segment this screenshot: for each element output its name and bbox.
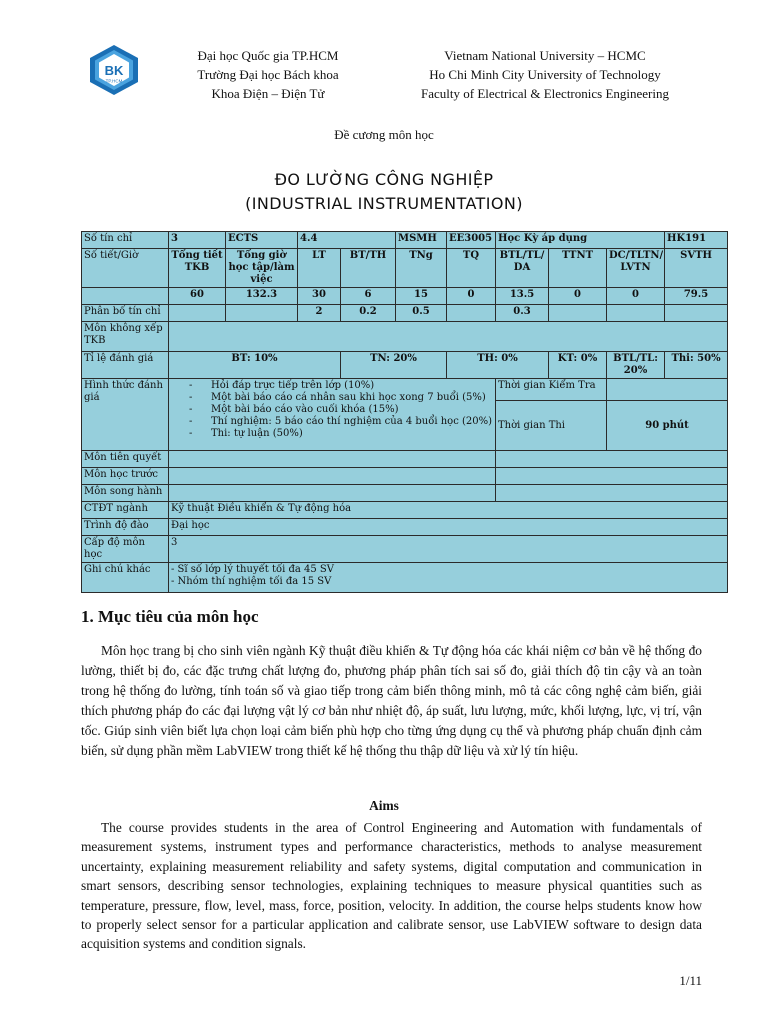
course-level-value: 3 xyxy=(169,536,728,563)
hours-value-svth: 79.5 xyxy=(665,288,728,305)
table-row-previous-course xyxy=(82,468,728,485)
table-row-notes xyxy=(82,563,728,593)
notes-label: Ghi chú khác xyxy=(82,563,169,593)
assessment-form-cell xyxy=(169,379,496,451)
assessment-item: - Hỏi đáp trực tiếp trên lớp (10%) xyxy=(175,380,493,392)
hours-value-btl: 13.5 xyxy=(496,288,549,305)
credit-distribution-btth: 0.2 xyxy=(341,305,396,322)
header-right xyxy=(400,46,690,103)
semester-label: Học Kỳ áp dụng xyxy=(496,232,665,249)
previous-course-label: Môn học trước xyxy=(82,468,169,485)
objectives-paragraph-vn: Môn học trang bị cho sinh viên ngành Kỹ thuật điều khiển & Tự động hóa các khái niệm cơ bản về hệ thống đo lường, thiết bị đo, các đặc trưng chất lượng đo, phương pháp phân tích sai số đo, giải thích độ tin cậy và an toàn trong hệ thống đo lường, tính toán số và giao tiếp trong cảm biến thông minh, mô tả các công nghệ cảm biến, giải thích phương pháp đo các đại lượng vật lý cơ bản như nhiệt độ, áp suất, lưu lượng, mức, khối lượng, lực, vị trí, vận tốc. Giúp sinh viên biết lựa chọn loại cảm biến phù hợp cho từng ứng dụng cụ thể và phương pháp chuẩn định cảm biến, sử dụng phần mềm LabVIEW trong thiết kế hệ thống thu thập dữ liệu và xử lý tín hiệu. xyxy=(81,643,702,758)
notes-line: - Nhóm thí nghiệm tối đa 15 SV xyxy=(171,576,332,587)
table-row-corequisite xyxy=(82,485,728,502)
section-heading: 1. Mục tiêu của môn học xyxy=(81,607,259,626)
program-label: CTĐT ngành xyxy=(82,502,169,519)
exam-time-label: Thời gian Thi xyxy=(496,401,607,451)
hours-header-lt: LT xyxy=(298,249,341,288)
hours-value-btth: 6 xyxy=(341,288,396,305)
ratio-btl: BTL/TL: 20% xyxy=(607,352,665,379)
corequisite-label: Môn song hành xyxy=(82,485,169,502)
ratio-bt: BT: 10% xyxy=(169,352,341,379)
logo-subtext: TP.HCM xyxy=(105,78,123,84)
page-number: 1/11 xyxy=(679,973,702,988)
assessment-item: - Thi: tự luận (50%) xyxy=(175,428,493,440)
level-label: Trình độ đào xyxy=(82,519,169,536)
midterm-time-label: Thời gian Kiểm Tra xyxy=(496,379,607,401)
table-row-program xyxy=(82,502,728,519)
aims-heading: Aims xyxy=(369,798,399,813)
prerequisite-label: Môn tiên quyết xyxy=(82,451,169,468)
hours-value-total: 132.3 xyxy=(226,288,298,305)
course-title-vn: ĐO LƯỜNG CÔNG NGHIỆP xyxy=(274,170,494,189)
semester-value: HK191 xyxy=(665,232,728,249)
assessment-item: - Thí nghiệm: 5 báo cáo thí nghiệm của 4 buổi học (20%) xyxy=(175,416,493,428)
table-row-assessment-ratio xyxy=(82,352,728,379)
ratio-thi: Thi: 50% xyxy=(665,352,728,379)
notes-value xyxy=(169,563,728,593)
table-row-assessment-form xyxy=(82,379,728,401)
table-row-credits xyxy=(82,232,728,249)
hours-value-lt: 30 xyxy=(298,288,341,305)
header-faculty-vn: Khoa Điện – Điện Tử xyxy=(211,86,325,101)
table-row-hours-values xyxy=(82,288,728,305)
exam-duration-value: 90 phút xyxy=(645,419,689,431)
ratio-kt: KT: 0% xyxy=(549,352,607,379)
notes-line: - Sĩ số lớp lý thuyết tối đa 45 SV xyxy=(171,564,334,575)
exam-duration xyxy=(607,401,728,451)
objectives-paragraph-en: The course provides students in the area of Control Engineering and Automation with fundamentals of measurement systems, instrument types and performance characteristics, methods to analyse measurement uncertainty, explaining measurement reliability and safety systems, digital computation and communication in smart sensors, describing sensor technologies, explaining techniques to measure physical quantities such as temperature, pressure, flow, level, mass, force, position, velocity. In addition, the course helps students know how to properly select sensor for a particular application and calibrate sensor, use LabVIEW software to design data acquisition systems and condition signals. xyxy=(81,820,702,952)
table-row-prerequisite xyxy=(82,451,728,468)
program-value: Kỹ thuật Điều khiển & Tự động hóa xyxy=(169,502,728,519)
assessment-form-label: Hình thức đánh giá xyxy=(82,379,169,451)
course-title-en: (INDUSTRIAL INSTRUMENTATION) xyxy=(245,194,523,213)
not-scheduled-label: Môn không xếp TKB xyxy=(82,322,169,352)
hours-header-dc: DC/TLTN/ LVTN xyxy=(607,249,665,288)
table-row-credit-distribution xyxy=(82,305,728,322)
ects-value: 4.4 xyxy=(298,232,396,249)
logo-text: BK xyxy=(104,63,124,78)
ratio-tn: TN: 20% xyxy=(341,352,447,379)
course-title xyxy=(0,168,768,216)
credits-value: 3 xyxy=(169,232,226,249)
table-row-hours-header xyxy=(82,249,728,288)
level-value: Đại học xyxy=(169,519,728,536)
assessment-item: - Một bài báo cáo cá nhân sau khi học xong 7 buổi (5%) xyxy=(175,392,493,404)
assessment-list xyxy=(171,380,493,440)
hours-header-svth: SVTH xyxy=(665,249,728,288)
hours-label: Số tiết/Giờ xyxy=(82,249,169,288)
university-logo xyxy=(88,44,140,96)
credits-label: Số tín chỉ xyxy=(82,232,169,249)
table-row-level xyxy=(82,519,728,536)
hours-header-btl: BTL/TL/ DA xyxy=(496,249,549,288)
hours-header-total: Tổng giờ học tập/làm việc xyxy=(226,249,298,288)
hours-value-tng: 15 xyxy=(396,288,447,305)
hours-header-tkb: Tổng tiết TKB xyxy=(169,249,226,288)
assessment-item: - Một bài báo cáo vào cuối khóa (15%) xyxy=(175,404,493,416)
header-vnu-vn: Đại học Quốc gia TP.HCM xyxy=(197,48,339,63)
hours-header-btth: BT/TH xyxy=(341,249,396,288)
course-level-label: Cấp độ môn học xyxy=(82,536,169,563)
hours-header-tng: TNg xyxy=(396,249,447,288)
header-left xyxy=(168,46,368,103)
header-hcmut-en: Ho Chi Minh City University of Technology xyxy=(429,67,661,82)
assessment-ratio-label: Tỉ lệ đánh giá xyxy=(82,352,169,379)
credit-distribution-lt: 2 xyxy=(298,305,341,322)
header-hcmut-vn: Trường Đại học Bách khoa xyxy=(197,67,339,82)
credit-distribution-btl: 0.3 xyxy=(496,305,549,322)
course-info-table xyxy=(81,231,728,593)
hours-value-tq: 0 xyxy=(447,288,496,305)
hours-value-dc: 0 xyxy=(607,288,665,305)
ects-label: ECTS xyxy=(226,232,298,249)
header-faculty-en: Faculty of Electrical & Electronics Engineering xyxy=(421,86,669,101)
table-row-course-level xyxy=(82,536,728,563)
msmh-label: MSMH xyxy=(396,232,447,249)
ratio-th: TH: 0% xyxy=(447,352,549,379)
hours-header-tq: TQ xyxy=(447,249,496,288)
hours-header-ttnt: TTNT xyxy=(549,249,607,288)
header-vnu-en: Vietnam National University – HCMC xyxy=(444,48,646,63)
hours-value-ttnt: 0 xyxy=(549,288,607,305)
table-row-not-scheduled xyxy=(82,322,728,352)
hours-value-tkb: 60 xyxy=(169,288,226,305)
credit-distribution-label: Phân bố tín chỉ xyxy=(82,305,169,322)
document-subtitle: Đề cương môn học xyxy=(334,127,434,142)
msmh-value: EE3005 xyxy=(447,232,496,249)
credit-distribution-tng: 0.5 xyxy=(396,305,447,322)
